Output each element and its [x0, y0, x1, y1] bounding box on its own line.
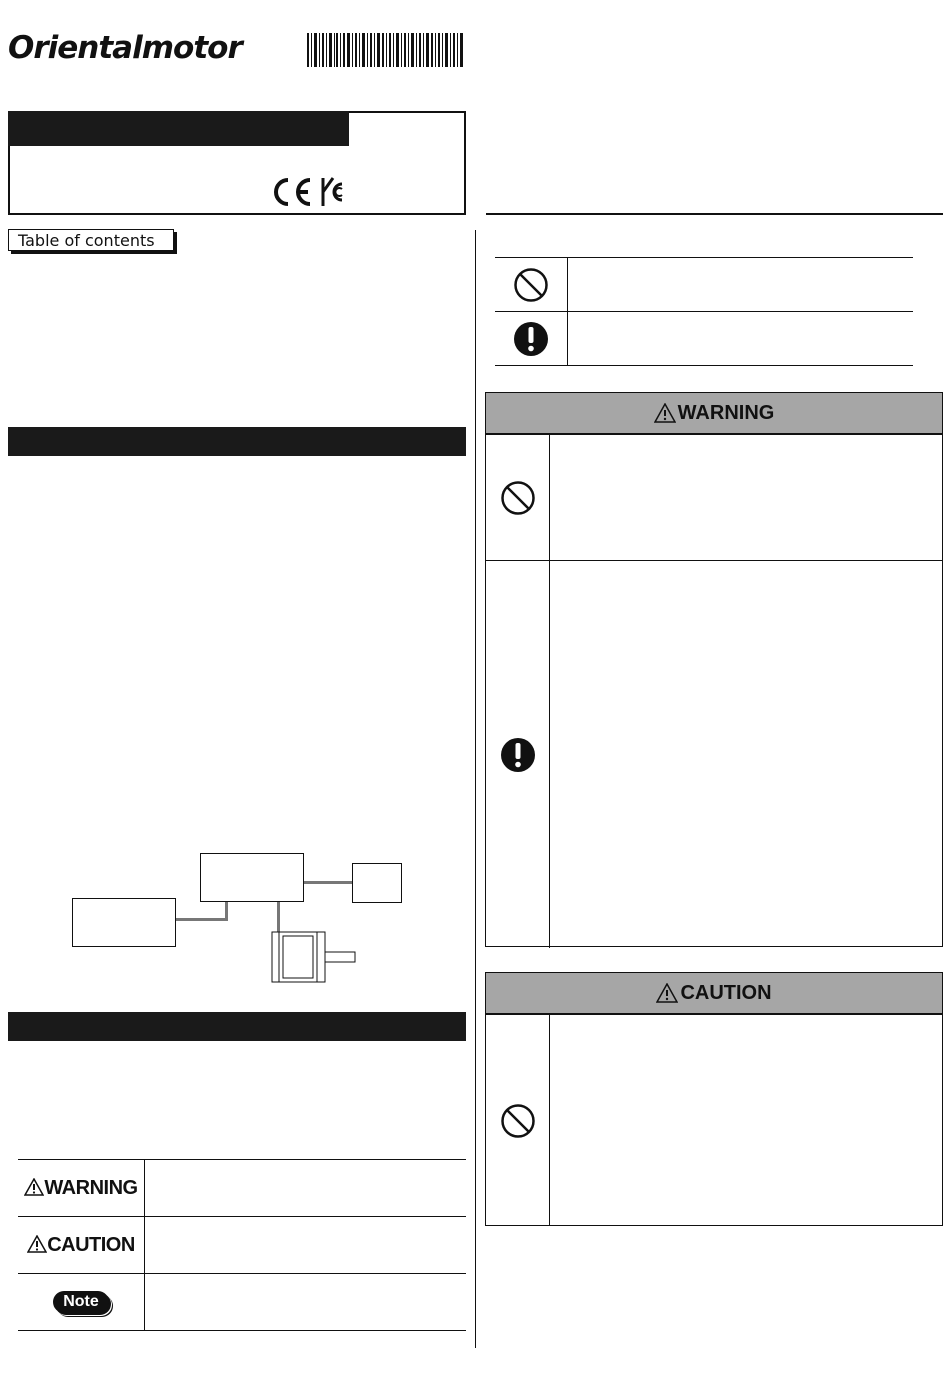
signal-word-table [18, 1159, 466, 1331]
table-row [18, 1160, 466, 1217]
note-badge: Note [53, 1291, 109, 1313]
right-header-rule [486, 213, 943, 215]
warning-prohibition-text [550, 435, 942, 560]
section-heading-bar-1 [8, 427, 466, 456]
warning-mandatory-row [486, 560, 942, 948]
table-row [495, 257, 913, 311]
caution-box-header [486, 973, 942, 1014]
warning-box [485, 392, 943, 947]
mandatory-action-icon [513, 321, 549, 357]
prohibition-description [568, 258, 913, 311]
section-heading-bar-2 [8, 1012, 466, 1041]
table-row [18, 1274, 466, 1331]
mandatory-action-description [568, 312, 913, 365]
caution-label: CAUTION [47, 1233, 135, 1256]
driver-block [200, 853, 304, 902]
caution-description [145, 1217, 467, 1274]
motor-icon [271, 931, 357, 983]
table-row [18, 1217, 466, 1274]
barcode-icon [307, 33, 465, 67]
device-block [352, 863, 402, 903]
caution-prohibition-text [550, 1015, 942, 1226]
wire [277, 902, 280, 933]
prohibition-icon [500, 1103, 536, 1139]
wire [176, 918, 228, 921]
warning-triangle-icon [24, 1178, 44, 1196]
mandatory-action-icon [500, 737, 536, 773]
caution-prohibition-row [486, 1014, 942, 1226]
caution-box [485, 972, 943, 1226]
caution-triangle-icon [27, 1235, 47, 1253]
wire [225, 902, 228, 921]
table-of-contents-tab[interactable]: Table of contents [8, 229, 174, 251]
warning-triangle-icon [654, 403, 676, 423]
caution-box-title: CAUTION [680, 981, 772, 1004]
kc-mark-icon [320, 176, 344, 208]
table-row [495, 311, 913, 366]
controller-block [72, 898, 176, 947]
warning-prohibition-row [486, 434, 942, 560]
wire [304, 881, 352, 884]
symbol-table [495, 257, 913, 366]
warning-description [145, 1160, 467, 1217]
column-divider [475, 230, 476, 1348]
prohibition-icon [500, 480, 536, 516]
warning-box-title: WARNING [677, 401, 775, 424]
company-logo: Orientalmotor [8, 30, 242, 66]
warning-mandatory-text [550, 561, 942, 948]
title-bar [8, 111, 349, 146]
prohibition-icon [513, 267, 549, 303]
warning-box-header [486, 393, 942, 434]
caution-triangle-icon [656, 983, 678, 1003]
note-description [145, 1274, 467, 1331]
ce-mark-icon [270, 176, 314, 208]
warning-label: WARNING [44, 1176, 138, 1199]
